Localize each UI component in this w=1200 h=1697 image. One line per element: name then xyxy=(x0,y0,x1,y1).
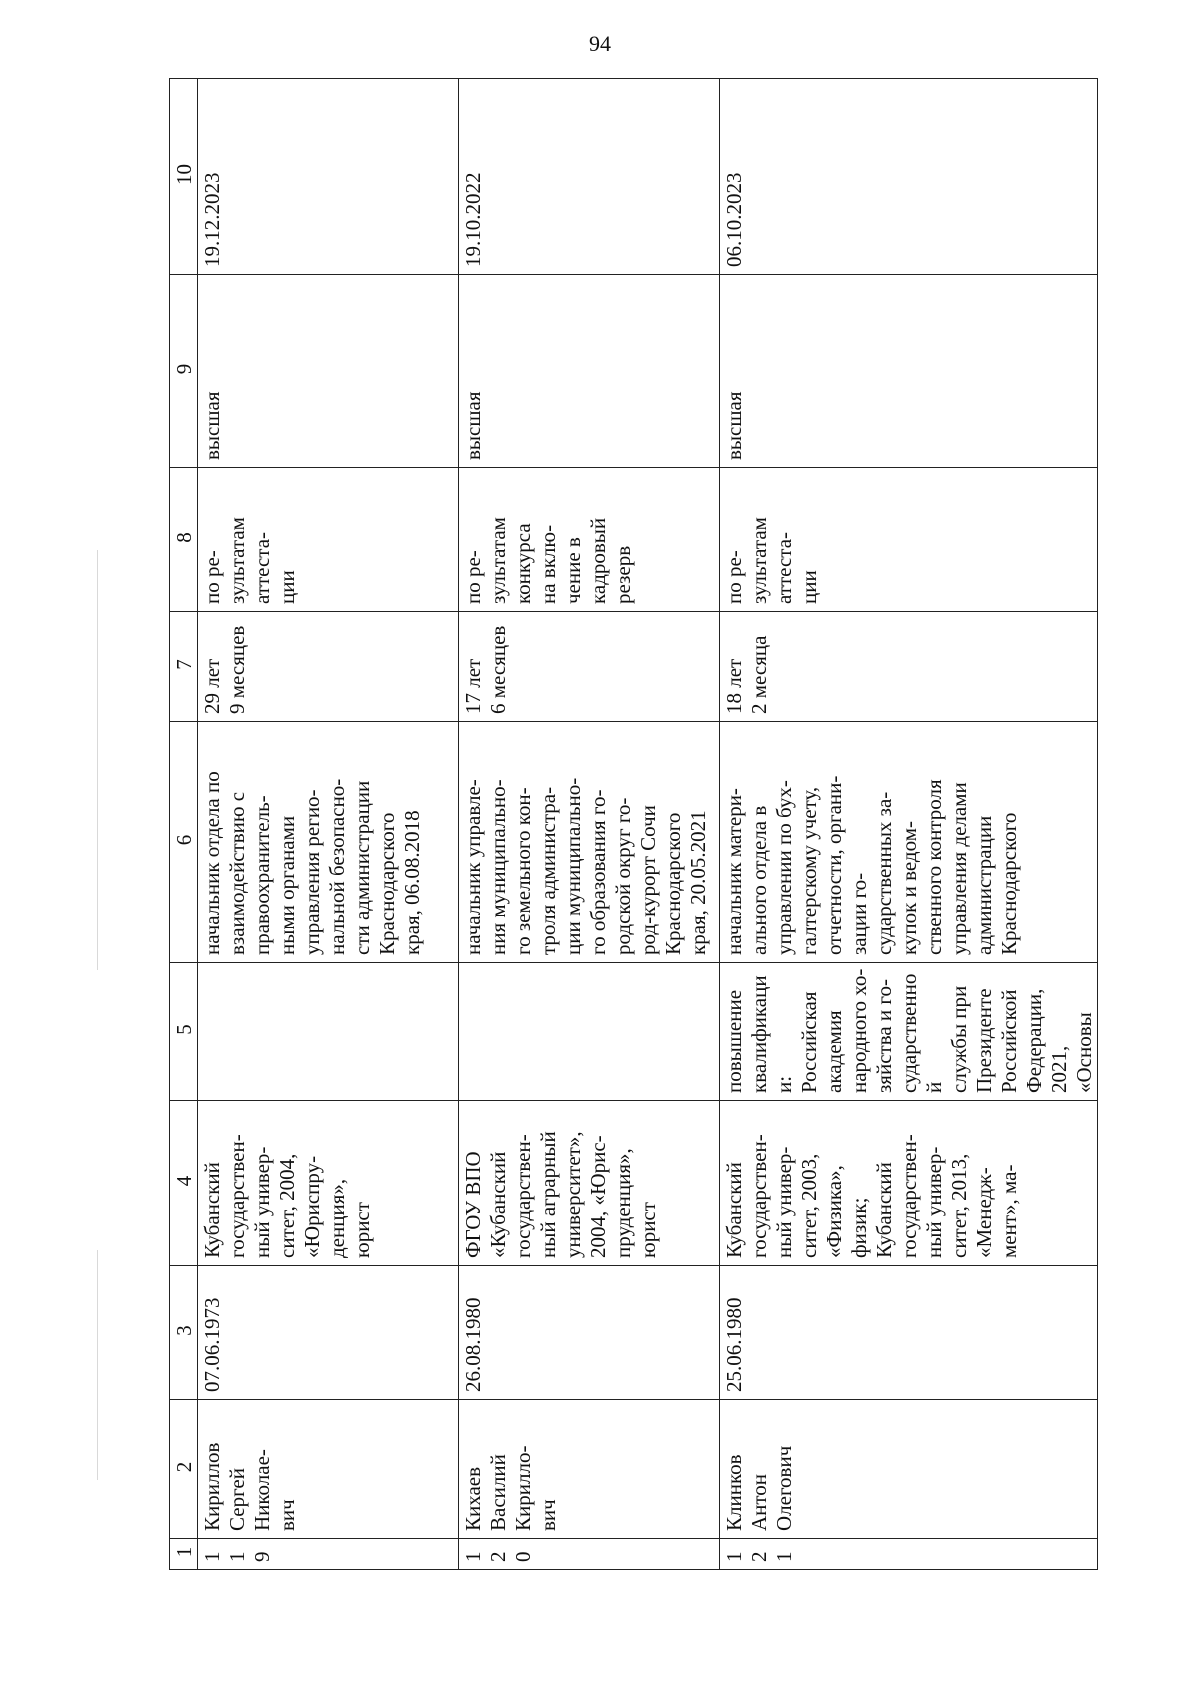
inclusion-basis-cell: по ре- зультатам аттеста- ции xyxy=(720,468,1098,612)
column-header: 3 xyxy=(170,1266,198,1400)
inclusion-basis-cell: по ре- зультатам конкурса на вклю- чение в кадровый резерв xyxy=(459,468,720,612)
row-number-cell: 119 xyxy=(198,1539,459,1570)
column-header: 8 xyxy=(170,468,198,612)
page-number: 94 xyxy=(589,31,611,56)
personnel-reserve-table xyxy=(169,78,1098,1570)
table-row xyxy=(198,79,459,1570)
inclusion-basis-cell: по ре- зультатам аттеста- ции xyxy=(198,468,459,612)
column-header: 7 xyxy=(170,612,198,722)
education-cell: Кубанский государствен- ный универ- ситет, 2003, «Физика», физик; Кубанский государствен- ный универ- ситет, 2013, «Менедж- мент», ма- xyxy=(720,1101,1098,1266)
birth-date-cell: 07.06.1973 xyxy=(198,1266,459,1400)
row-number-cell: 120 xyxy=(459,1539,720,1570)
scan-edge-mark xyxy=(97,1250,98,1480)
table-row xyxy=(720,79,1098,1570)
position-cell: начальник отдела по взаимодействию с правоохранитель- ными органами управления регио- нальной безопасно- сти администрации Краснодарского края, 06.08.2018 xyxy=(198,722,459,963)
education-cell: Кубанский государствен- ный универ- ситет, 2004, «Юриспру- денция», юрист xyxy=(198,1101,459,1266)
column-header: 10 xyxy=(170,79,198,275)
row-number-cell: 121 xyxy=(720,1539,1098,1570)
column-header: 6 xyxy=(170,722,198,963)
position-cell: начальник матери- ального отдела в управлении по бух- галтерскому учету, отчетности, органи- зации го- сударственных за- купок и ведом- ственного контроля управления делами администрации Краснодарского xyxy=(720,722,1098,963)
inclusion-date-cell: 06.10.2023 xyxy=(720,79,1098,275)
rotated-table-container xyxy=(169,79,1096,1570)
reserve-group-cell: высшая xyxy=(720,275,1098,468)
column-header: 9 xyxy=(170,275,198,468)
full-name-cell: Клинков Антон Олегович xyxy=(720,1400,1098,1539)
column-header: 5 xyxy=(170,963,198,1101)
qualification-cell: повышение квалификации: Российская академия народного хо- зяйства и го- сударственной службы при Президенте Российской Федерации, 2021, «Основы xyxy=(720,963,1098,1101)
reserve-group-cell: высшая xyxy=(459,275,720,468)
column-number-header-row xyxy=(170,79,198,1570)
inclusion-date-cell: 19.10.2022 xyxy=(459,79,720,275)
full-name-cell: Кириллов Сергей Николае- вич xyxy=(198,1400,459,1539)
column-header: 4 xyxy=(170,1101,198,1266)
qualification-cell xyxy=(459,963,720,1101)
experience-cell: 18 лет 2 месяца xyxy=(720,612,1098,722)
position-cell: начальник управле- ния муниципально- го земельного кон- троля администра- ции муниципально- го образования го- родской округ го- род-курорт Сочи Краснодарского края, 20.05.2021 xyxy=(459,722,720,963)
qualification-cell xyxy=(198,963,459,1101)
full-name-cell: Кихаев Василий Кирилло- вич xyxy=(459,1400,720,1539)
column-header: 2 xyxy=(170,1400,198,1539)
experience-cell: 17 лет 6 месяцев xyxy=(459,612,720,722)
birth-date-cell: 26.08.1980 xyxy=(459,1266,720,1400)
experience-cell: 29 лет 9 месяцев xyxy=(198,612,459,722)
table-frame xyxy=(169,79,1096,1570)
education-cell: ФГОУ ВПО «Кубанский государствен- ный аграрный университет», 2004, «Юрис- пруденция», юрист xyxy=(459,1101,720,1266)
scan-edge-mark xyxy=(97,550,98,970)
table-row xyxy=(459,79,720,1570)
reserve-group-cell: высшая xyxy=(198,275,459,468)
column-header: 1 xyxy=(170,1539,198,1570)
birth-date-cell: 25.06.1980 xyxy=(720,1266,1098,1400)
inclusion-date-cell: 19.12.2023 xyxy=(198,79,459,275)
